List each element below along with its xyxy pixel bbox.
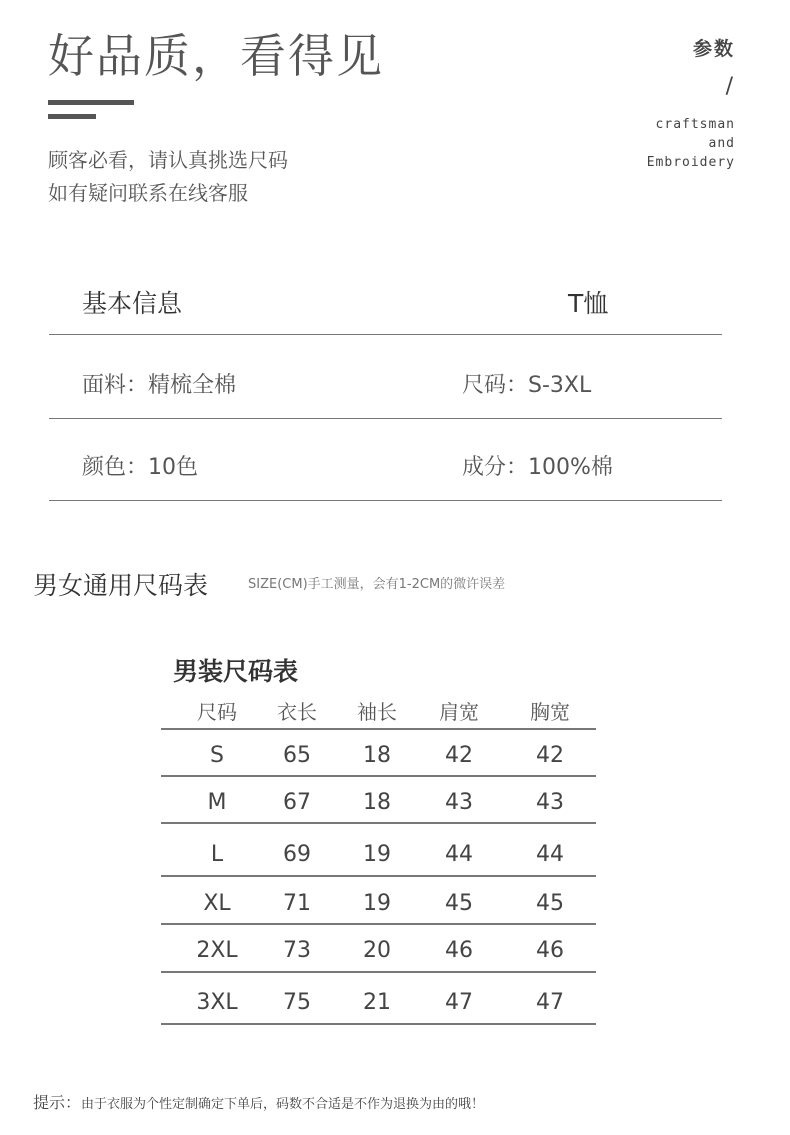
fabric-cell: 面料：精梳全棉 — [82, 373, 237, 398]
slash-divider: / — [725, 74, 733, 99]
table-cell: 19 — [363, 842, 391, 867]
size-section-title: 男女通用尺码表 — [33, 571, 209, 600]
table-cell: M — [207, 790, 227, 815]
page-title: 好品质，看得见 — [48, 29, 384, 83]
table-cell: 3XL — [196, 990, 238, 1015]
table-divider — [161, 728, 596, 730]
table-divider — [161, 971, 596, 973]
footer-hint — [33, 1090, 484, 1113]
hint-label: 提示： — [33, 1093, 82, 1112]
info-divider — [49, 500, 722, 501]
chest-column-header: 胸宽 — [530, 700, 570, 724]
length-column-header: 衣长 — [277, 700, 317, 724]
table-cell: 42 — [445, 743, 473, 768]
craft-caption — [647, 115, 735, 172]
table-cell: 21 — [363, 990, 391, 1015]
craft-line: and — [708, 136, 735, 151]
table-cell: 2XL — [196, 938, 238, 963]
table-cell: 46 — [536, 938, 564, 963]
table-divider — [161, 1023, 596, 1025]
table-cell: 45 — [536, 891, 564, 916]
table-cell: 67 — [283, 790, 311, 815]
intro-line: 顾客必看，请认真挑选尺码 — [48, 148, 288, 172]
table-cell: 19 — [363, 891, 391, 916]
table-cell: 75 — [283, 990, 311, 1015]
params-label: 参数 — [692, 38, 735, 60]
table-cell: 44 — [445, 842, 473, 867]
table-cell: 69 — [283, 842, 311, 867]
table-divider — [161, 822, 596, 824]
table-cell: XL — [203, 891, 231, 916]
color-cell: 颜色：10色 — [82, 455, 198, 480]
table-cell: 18 — [363, 743, 391, 768]
table-cell: 43 — [536, 790, 564, 815]
table-cell: 43 — [445, 790, 473, 815]
table-cell: 71 — [283, 891, 311, 916]
sleeve-column-header: 袖长 — [357, 700, 397, 724]
size-chart-title: 男装尺码表 — [173, 657, 299, 686]
title-underline-long — [48, 100, 134, 105]
intro-text — [48, 144, 288, 210]
table-cell: 42 — [536, 743, 564, 768]
info-divider — [49, 334, 722, 335]
size-section-note: SIZE(CM)手工测量，会有1-2CM的微许误差 — [248, 577, 506, 592]
size-range-cell: 尺码：S-3XL — [462, 373, 592, 398]
table-cell: L — [210, 842, 224, 867]
table-cell: 20 — [363, 938, 391, 963]
table-cell: 73 — [283, 938, 311, 963]
product-type-heading: T恤 — [568, 289, 609, 318]
table-cell: 44 — [536, 842, 564, 867]
info-divider — [49, 418, 722, 419]
composition-cell: 成分：100%棉 — [462, 455, 613, 480]
craft-line: craftsman — [655, 117, 735, 132]
basic-info-heading: 基本信息 — [82, 289, 183, 318]
shoulder-column-header: 肩宽 — [439, 700, 479, 724]
table-cell: 45 — [445, 891, 473, 916]
table-divider — [161, 875, 596, 877]
table-cell: 47 — [445, 990, 473, 1015]
table-cell: 18 — [363, 790, 391, 815]
table-cell: S — [210, 743, 224, 768]
table-cell: 46 — [445, 938, 473, 963]
table-cell: 47 — [536, 990, 564, 1015]
intro-line: 如有疑问联系在线客服 — [48, 181, 248, 205]
title-underline-short — [48, 114, 96, 119]
table-divider — [161, 923, 596, 925]
table-cell: 65 — [283, 743, 311, 768]
size-column-header: 尺码 — [197, 700, 237, 724]
table-divider — [161, 775, 596, 777]
hint-text: 由于衣服为个性定制确定下单后，码数不合适是不作为退换为由的哦！ — [81, 1097, 485, 1112]
craft-line: Embroidery — [646, 155, 735, 170]
